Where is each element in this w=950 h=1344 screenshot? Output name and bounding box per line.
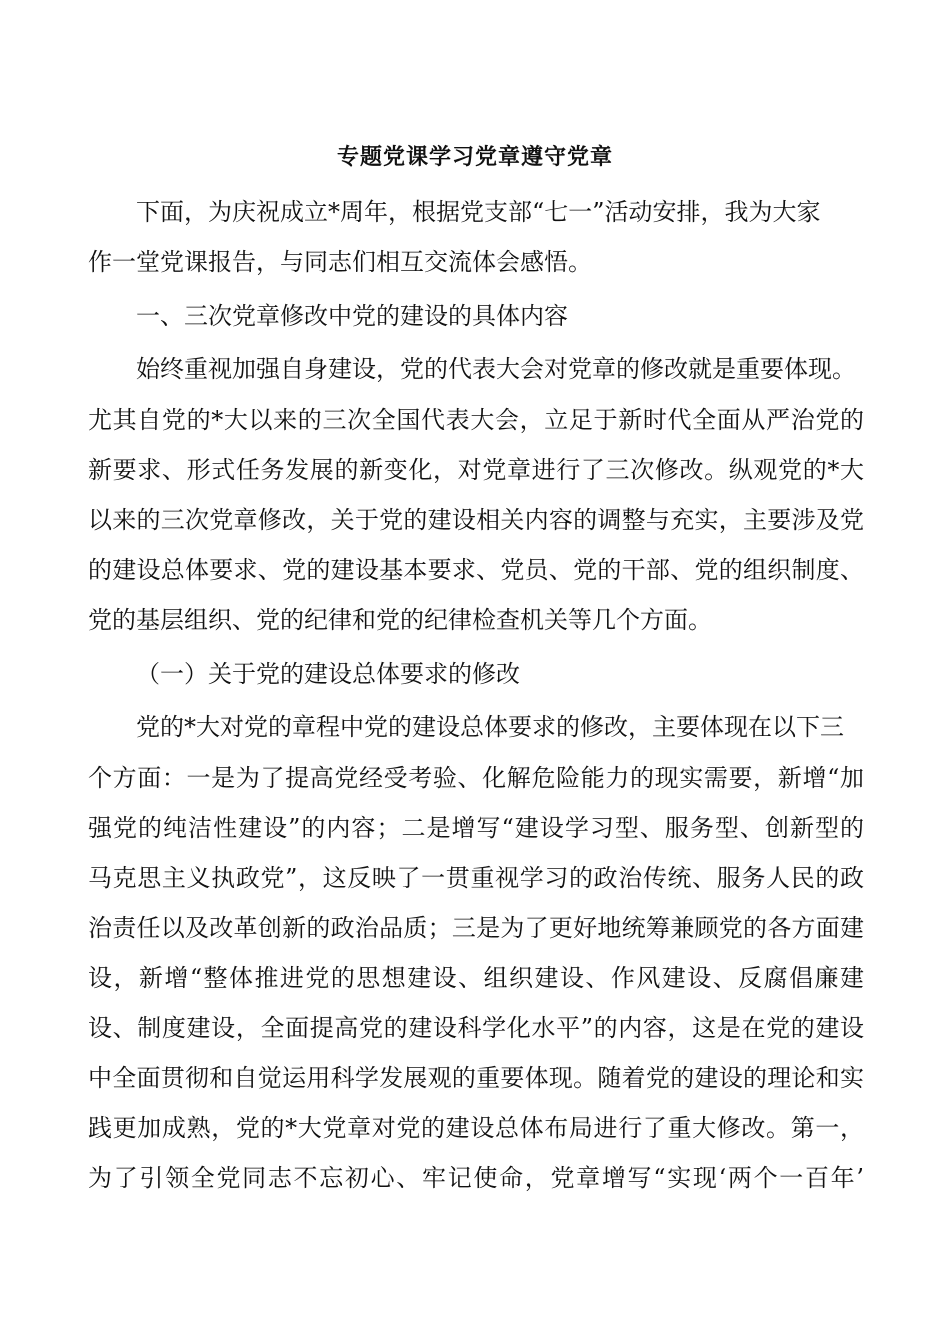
paragraph-line: 下面，为庆祝成立*周年，根据党支部“七一”活动安排，我为大家 (136, 198, 821, 226)
paragraph-line: 马克思主义执政党”，这反映了一贯重视学习的政治传统、服务人民的政 (88, 864, 864, 892)
paragraph-line: 为了引领全党同志不忘初心、牢记使命，党章增写“实现‘两个一百年’ (88, 1164, 864, 1192)
paragraph-line: 强党的纯洁性建设”的内容；二是增写“建设学习型、服务型、创新型的 (88, 814, 864, 842)
document-title: 专题党课学习党章遵守党章 (336, 144, 613, 170)
subsection-heading: （一）关于党的建设总体要求的修改 (136, 660, 520, 688)
paragraph-line: 践更加成熟，党的*大党章对党的建设总体布局进行了重大修改。第一， (88, 1114, 864, 1142)
paragraph-line: 的建设总体要求、党的建设基本要求、党员、党的干部、党的组织制度、 (88, 556, 864, 584)
paragraph-line: 设，新增“整体推进党的思想建设、组织建设、作风建设、反腐倡廉建 (88, 964, 864, 992)
paragraph-line: 设、制度建设，全面提高党的建设科学化水平”的内容，这是在党的建设 (88, 1014, 864, 1042)
paragraph-line: 作一堂党课报告，与同志们相互交流体会感悟。 (88, 248, 592, 276)
paragraph-line: 始终重视加强自身建设，党的代表大会对党章的修改就是重要体现。 (136, 355, 856, 383)
paragraph-line: 中全面贯彻和自觉运用科学发展观的重要体现。随着党的建设的理论和实 (88, 1064, 864, 1092)
paragraph-line: 以来的三次党章修改，关于党的建设相关内容的调整与充实，主要涉及党 (88, 506, 864, 534)
section-heading: 一、三次党章修改中党的建设的具体内容 (136, 302, 568, 330)
paragraph-line: 新要求、形式任务发展的新变化，对党章进行了三次修改。纵观党的*大 (88, 456, 864, 484)
paragraph-line: 党的基层组织、党的纪律和党的纪律检查机关等几个方面。 (88, 606, 712, 634)
paragraph-line: 尤其自党的*大以来的三次全国代表大会，立足于新时代全面从严治党的 (88, 406, 864, 434)
paragraph-line: 治责任以及改革创新的政治品质；三是为了更好地统筹兼顾党的各方面建 (88, 914, 864, 942)
paragraph-line: 党的*大对党的章程中党的建设总体要求的修改，主要体现在以下三 (136, 713, 844, 741)
paragraph-line: 个方面：一是为了提高党经受考验、化解危险能力的现实需要，新增“加 (88, 764, 864, 792)
